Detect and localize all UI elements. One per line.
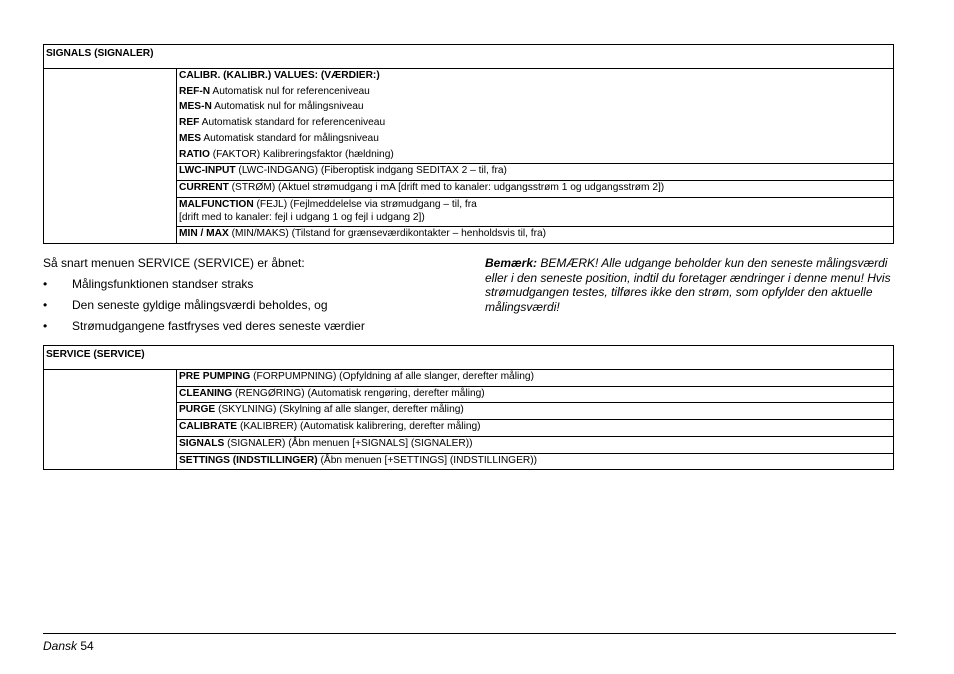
calib-item: MES Automatisk standard for målingsniveau xyxy=(179,132,379,144)
table-row xyxy=(44,68,894,164)
calib-item: REF-N Automatisk nul for referenceniveau xyxy=(179,85,370,97)
malfunction-cell: MALFUNCTION (FEJL) (Fejlmeddelelse via strømudgang – til, fra [drift med to kanaler: fejl i udgang 1 og fejl i udgang 2]) xyxy=(177,197,894,227)
service-row: PURGE (SKYLNING) (Skylning af alle slanger, derefter måling) xyxy=(177,403,894,420)
note-block xyxy=(485,256,895,314)
table-header-row xyxy=(44,346,894,370)
table-row xyxy=(44,369,894,386)
service-row: CALIBRATE (KALIBRER) (Automatisk kalibrering, derefter måling) xyxy=(177,420,894,437)
footer-language: Dansk xyxy=(43,639,78,653)
calib-values-cell xyxy=(177,68,894,164)
list-item: • Den seneste gyldige målingsværdi beholdes, og xyxy=(43,298,328,312)
service-table xyxy=(43,345,894,470)
service-intro-block xyxy=(43,256,463,340)
bullet-list xyxy=(43,277,463,334)
service-row: PRE PUMPING (FORPUMPNING) (Opfyldning af alle slanger, derefter måling) xyxy=(177,369,894,386)
current-cell: CURRENT (STRØM) (Aktuel strømudgang i mA [drift med to kanaler: udgangsstrøm 1 og udgangsstrøm 2]) xyxy=(177,181,894,198)
service-row: SIGNALS (SIGNALER) (Åbn menuen [+SIGNALS] (SIGNALER)) xyxy=(177,436,894,453)
signals-table-header: SIGNALS (SIGNALER) xyxy=(44,45,894,69)
note-label: Bemærk: xyxy=(485,256,538,270)
empty-cell xyxy=(44,369,177,470)
table-header-row xyxy=(44,45,894,69)
signals-table xyxy=(43,44,894,244)
empty-cell xyxy=(44,68,177,243)
list-item: • Målingsfunktionen standser straks xyxy=(43,277,254,291)
service-table-header: SERVICE (SERVICE) xyxy=(44,346,894,370)
service-intro: Så snart menuen SERVICE (SERVICE) er åbnet: xyxy=(43,256,305,270)
footer-divider xyxy=(43,633,896,634)
page-number: 54 xyxy=(77,639,94,653)
lwc-input-cell: LWC-INPUT (LWC-INDGANG) (Fiberoptisk indgang SEDITAX 2 – til, fra) xyxy=(177,164,894,181)
calib-item: REF Automatisk standard for referenceniveau xyxy=(179,117,386,128)
calib-title: CALIBR. (KALIBR.) VALUES: (VÆRDIER:) xyxy=(179,69,380,81)
calib-item: RATIO (FAKTOR) Kalibreringsfaktor (hældning) xyxy=(179,148,394,160)
list-item: • Strømudgangene fastfryses ved deres seneste værdier xyxy=(43,319,365,333)
service-row: CLEANING (RENGØRING) (Automatisk rengøring, derefter måling) xyxy=(177,386,894,403)
note-text: BEMÆRK! Alle udgange beholder kun den seneste målingsværdi eller i den seneste position, indtil du foretager ændringer i denne menu! Hvis strømudgangen testes, tilføres ikke den strøm, som opfylder den aktuelle målingsværdi! xyxy=(485,256,891,314)
page-footer xyxy=(43,639,94,653)
malfunction-detail: [drift med to kanaler: fejl i udgang 1 og fejl i udgang 2]) xyxy=(179,211,425,223)
calib-item: MES-N Automatisk nul for målingsniveau xyxy=(179,101,364,113)
min-max-cell: MIN / MAX (MIN/MAKS) (Tilstand for grænseværdikontakter – henholdsvis til, fra) xyxy=(177,227,894,244)
service-row: SETTINGS (INDSTILLINGER) (Åbn menuen [+SETTINGS] (INDSTILLINGER)) xyxy=(177,453,894,470)
